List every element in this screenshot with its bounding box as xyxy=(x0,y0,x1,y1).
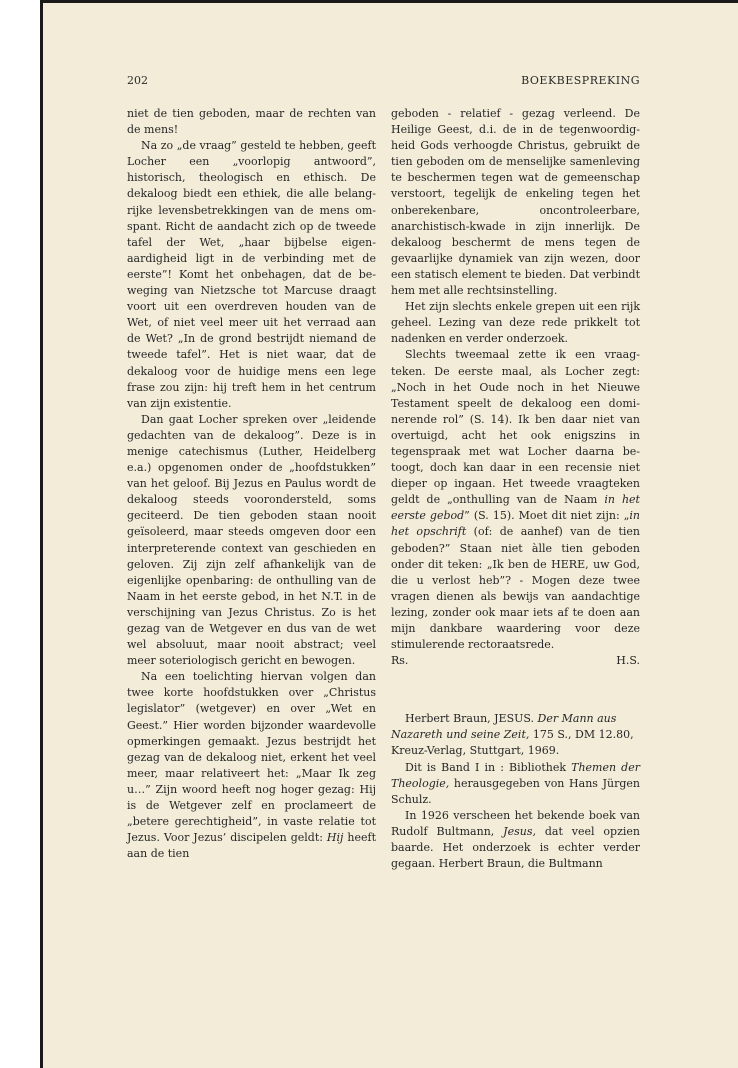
italic-text: in het eerste gebod xyxy=(391,493,640,523)
text-run: Slechts tweemaal zette ik een vraagteken. De eerste maal, als Locher zegt: „Noch in het Oude noch in het Nieuwe Testament speelt de dekaloog een dominerende rol” (S. 14). Ik ben daar niet van overtuigd, acht het ook enigszins in tegenspraak met wat Locher daarna betoogt, doch kan daar in een recensie niet dieper op ingaan. Het tweede vraagteken geldt de „onthulling van de Naam xyxy=(391,348,640,507)
text-run: heeft aan de tien xyxy=(127,831,376,861)
scan-border-top xyxy=(40,0,738,3)
text-run: (of: de aanhef) van de tien geboden?” Staan niet àlle tien geboden onder dit teken: „Ik ben de HERE, uw God, die u verlost heb”? - Mogen deze twee vragen dienen als bewijs van aandachtige lezing, zonder ook maar iets af te doen aan mijn dankbare waardering voor deze stimulerende rectoraatsrede. xyxy=(391,525,640,652)
italic-text: Jesus, xyxy=(503,824,536,838)
paragraph: Het zijn slechts enkele grepen uit een rijk geheel. Lezing van deze rede prikkelt tot nadenken en verder onderzoek. xyxy=(391,300,640,346)
paragraph: niet de tien geboden, maar de rechten van de mens! xyxy=(127,107,376,137)
text-run: Na een toelichting hiervan volgen dan twee korte hoofdstukken over „Christus legislator” (wetgever) en over „Wet en Geest.” Hier worden bijzonder waardevolle opmerkingen gemaakt. Jezus bestrijdt het gezag van de dekaloog niet, erkent het veel meer, maar relativeert het: „Maar Ik zeg u…” Zijn woord heeft nog hoger gezag: Hij is de Wetgever zelf en proclameert de „betere gerechtigheid”, in vaste relatie tot Jezus. Voor Jezus’ discipelen geldt: xyxy=(127,670,376,845)
page-number: 202 xyxy=(127,74,148,87)
paragraph: geboden - relatief - gezag verleend. De Heilige Geest, d.i. de in de tegenwoordigheid Gods verhoogde Christus, gebruikt de tien geboden om de menselijke samenleving te beschermen tegen wat de gemeenschap verstoort, tegelijk de enkeling tegen het onberekenbare, oncontroleerbare, anarchistisch-kwade in zijn innerlijk. De dekaloog beschermt de mens tegen de gevaarlijke dynamiek van zijn wezen, door een statisch element te bieden. Dat verbindt hem met alle rechtsinstelling. xyxy=(391,107,640,298)
book-title: Der Mann aus Nazareth und seine Zeit, xyxy=(391,712,617,742)
text-run: Dit is Band I in : Bibliothek xyxy=(405,760,572,774)
paragraph xyxy=(391,808,640,872)
paragraph: Dan gaat Locher spreken over „leidende gedachten van de dekaloog”. Deze is in menige catechismus (Luther, Heidelberg e.a.) opgenomen onder de „hoofdstukken” van het geloof. Bij Jezus en Paulus wordt de dekaloog steeds voorondersteld, soms geciteerd. De tien geboden staan nooit geïsoleerd, maar steeds omgeven door een interpreterende context van geschieden en geloven. Zij zijn zelf afhankelijk van de eigenlijke openbaring: de onthulling van de Naam in het eerste gebod, in het N.T. in de verschijning van Jezus Christus. Zo is het gezag van de Wetgever en dus van de wet wel absoluut, maar nooit abstract; veel meer soteriologisch gericht en bewogen. xyxy=(127,412,376,668)
right-column xyxy=(391,106,640,872)
book-details: 175 S., DM 12.80, Kreuz-Verlag, Stuttgart, 1969. xyxy=(391,728,634,758)
book-author: Herbert Braun, JESUS. xyxy=(405,712,538,726)
page-header xyxy=(127,74,640,88)
scan-border-left xyxy=(40,0,43,1068)
text-run: herausgegeben von Hans Jürgen Schulz. xyxy=(391,776,640,806)
text-run: dat veel opzien baarde. Het onderzoek is echter verder gegaan. Herbert Braun, die Bultmann xyxy=(391,824,640,871)
running-head: BOEKBESPREKING xyxy=(521,74,640,87)
book-citation xyxy=(391,711,640,759)
italic-text: Themen der Theologie, xyxy=(391,760,640,790)
text-run: ” (S. 15). Moet dit niet zijn: „ xyxy=(464,509,630,523)
paragraph xyxy=(391,760,640,808)
paragraph: Na zo „de vraag” gesteld te hebben, geeft Locher een „voorlopig antwoord”, historisch, theologisch en ethisch. De dekaloog biedt een ethiek, die alle belangrijke levensbetrekkingen van de mens omspant. Richt de aandacht zich op de tweede tafel der Wet, „haar bijbelse eigenaardigheid ligt in de verbinding met de eerste”! Komt het onbehagen, dat de beweging van Nietzsche tot Marcuse draagt voort uit een overdreven houden van de Wet, of niet veel meer uit het verraad aan de Wet? „In de grond bestrijdt niemand de tweede tafel”. Het is niet waar, dat de dekaloog voor de huidige mens een lege frase zou zijn: hij treft hem in het centrum van zijn existentie. xyxy=(127,139,376,410)
italic-text: in het opschrift xyxy=(391,509,641,539)
paragraph xyxy=(391,347,640,653)
signature-right: H.S. xyxy=(616,654,640,668)
paragraph xyxy=(127,669,376,862)
text-run: In 1926 verscheen het bekende boek van Rudolf Bultmann, xyxy=(391,808,640,838)
left-column xyxy=(127,106,376,862)
signature-left: Rs. xyxy=(391,654,409,668)
italic-text: Hij xyxy=(326,831,344,845)
review-signature xyxy=(391,653,640,669)
